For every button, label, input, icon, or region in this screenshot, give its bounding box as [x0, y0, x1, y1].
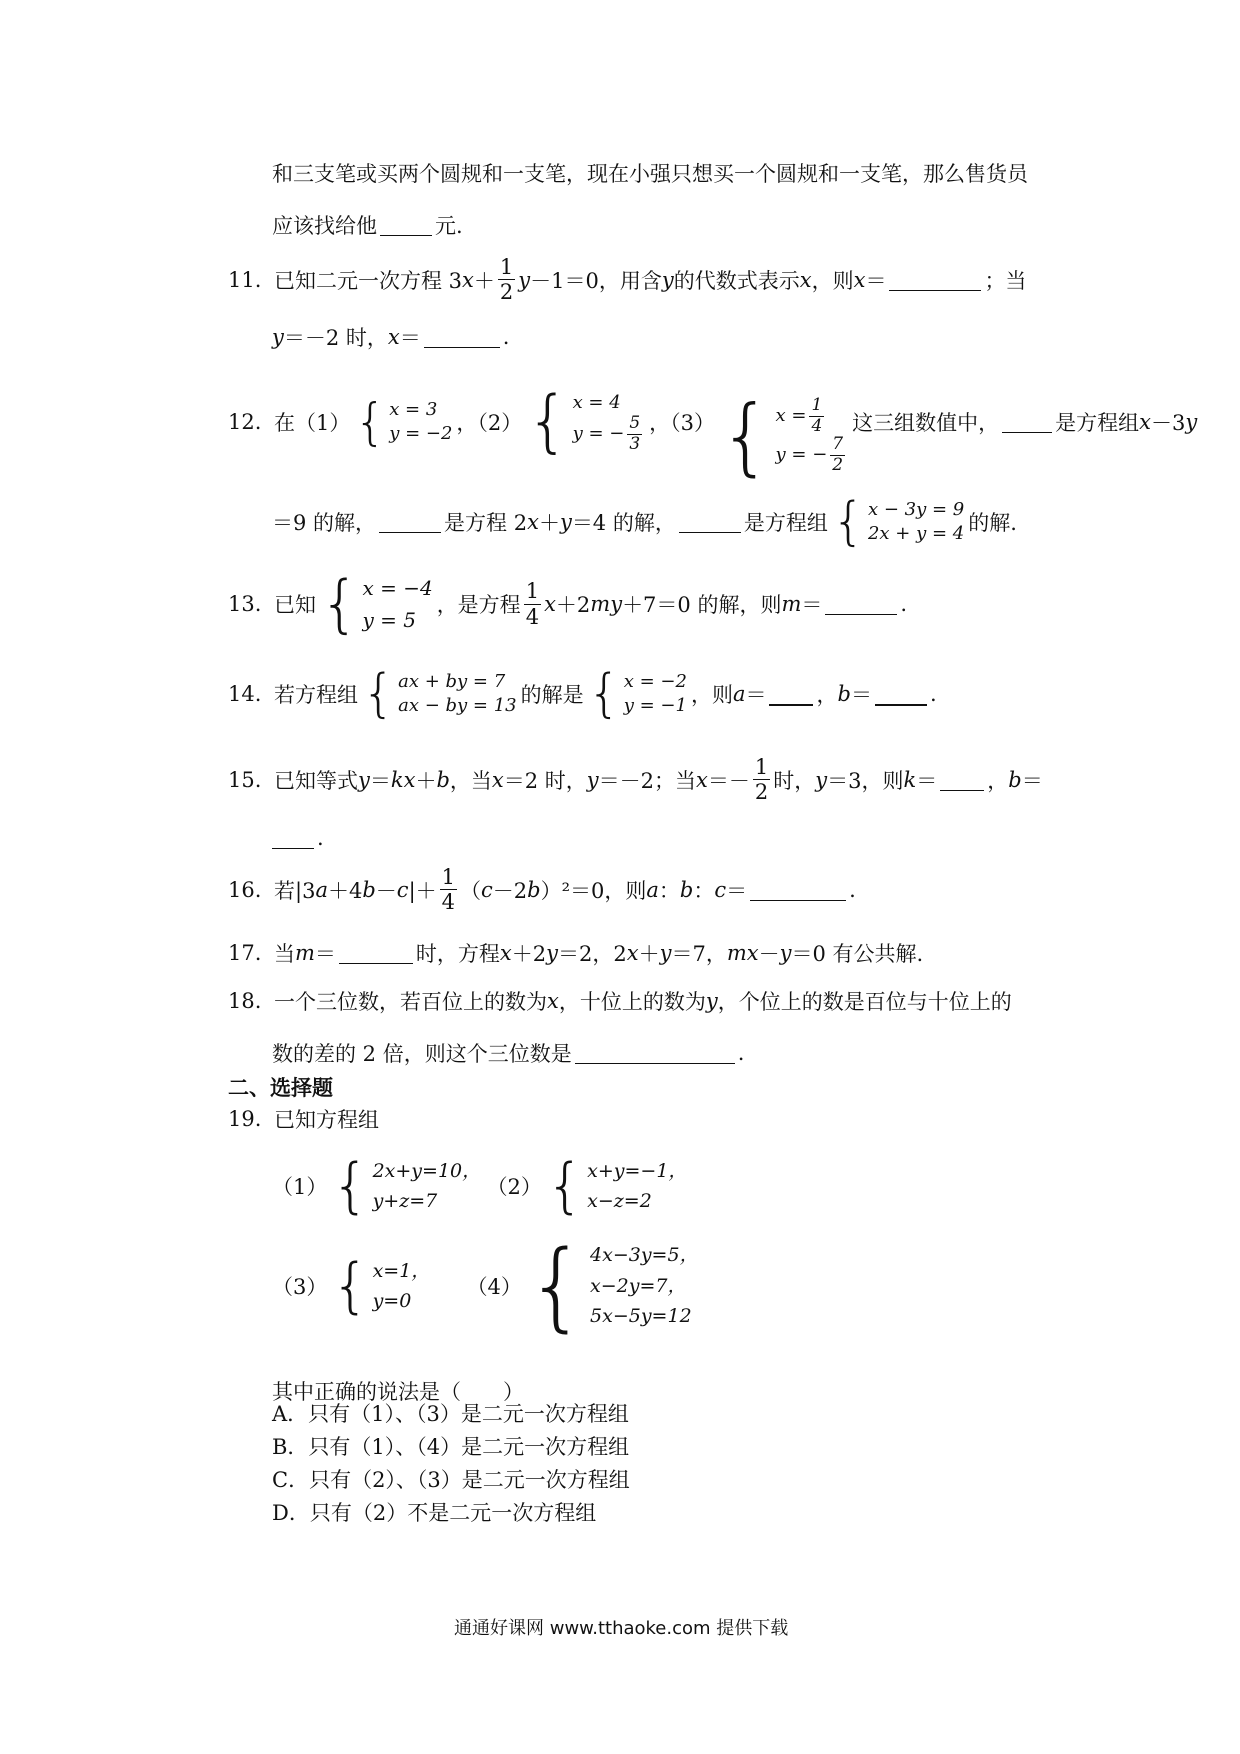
question-19: 19. 已知方程组 [228, 1107, 379, 1132]
option-b[interactable]: B．只有（1）、（4）是二元一次方程组 [272, 1435, 630, 1459]
answer-blank[interactable] [940, 789, 984, 791]
option-a[interactable]: A．只有（1）、（3）是二元一次方程组 [272, 1402, 629, 1426]
question-15: 15. 已知等式 y ＝ kx ＋ b ，当 x ＝2 时， y ＝－2；当 x ＝－ $\frac{1}{2}$ 时， y ＝3，则 k ＝ ， b ＝ [228, 755, 1043, 805]
answer-blank[interactable] [424, 346, 500, 348]
option-c[interactable]: C．只有（2）、（3）是二元一次方程组 [272, 1468, 630, 1492]
left-brace-icon: { [320, 567, 360, 640]
question-12: 12. 在（1） { x = 3 y = −2 ，（2） { x = 4 y = − $\frac{5}{3}$ ，（3） { x = $\frac{1}{4}$ y = − $\frac{7}{2}$ 这三组数值中， 是方程组 x －3 y [228, 382, 1198, 485]
answer-blank[interactable] [1002, 431, 1052, 433]
answer-blank[interactable] [272, 847, 314, 849]
equation-system: { x = 4 y = − $\frac{5}{3}$ [526, 382, 641, 461]
equation-system: { x = −4 y = 5 [320, 567, 433, 640]
question-11-line2: y ＝－2 时， x ＝ . [272, 325, 510, 350]
equation-system: { x − 3y = 9 2x + y = 4 [831, 492, 965, 552]
equation-system: { 2x+y=10， y+z=7 [331, 1151, 482, 1222]
question-18-line2: 数的差的 2 倍，则这个三位数是 . [272, 1041, 745, 1066]
section-heading: 二、选择题 [228, 1075, 333, 1100]
answer-blank[interactable] [339, 962, 413, 964]
equation-system: { 4x−3y=5， x−2y=7， 5x−5y=12 [525, 1230, 699, 1342]
answer-blank[interactable] [575, 1062, 735, 1064]
question-17: 17. 当 m ＝ 时，方程 x ＋2 y ＝2，2 x ＋ y ＝7， mx － y ＝0 有公共解. [228, 941, 924, 966]
question-15-line2: . [272, 826, 324, 850]
answer-blank[interactable] [889, 289, 981, 291]
fraction: $\frac{1}{4}$ [441, 865, 456, 915]
system-3-and-4: （3） { x=1， y=0 （4） { 4x−3y=5， x−2y=7， 5x−5y=12 [272, 1230, 699, 1342]
fraction: $\frac{1}{4}$ [525, 579, 540, 629]
question-12-line2: ＝9 的解， 是方程 2 x ＋ y ＝4 的解， 是方程组 { x − 3y = 9 2x + y = 4 的解. [272, 492, 1017, 552]
q10-line1: 和三支笔或买两个圆规和一支笔，现在小强只想买一个圆规和一支笔，那么售货员 [272, 162, 1028, 186]
left-brace-icon: { [525, 1230, 588, 1342]
left-brace-icon: { [545, 1151, 585, 1222]
question-14: 14. 若方程组 { ax + by = 7 ax − by = 13 的解是 { x = −2 y = −1 ，则 a ＝ ， b ＝ . [228, 664, 937, 724]
answer-blank[interactable] [825, 613, 897, 615]
equation-system: { x = $\frac{1}{4}$ y = − $\frac{7}{2}$ [719, 387, 844, 485]
left-brace-icon: { [354, 393, 387, 451]
answer-blank[interactable] [379, 531, 441, 533]
left-brace-icon: { [362, 664, 396, 724]
left-brace-icon: { [526, 382, 570, 461]
left-brace-icon: { [331, 1251, 370, 1321]
left-brace-icon: { [331, 1151, 370, 1222]
equation-system: { x = −2 y = −1 [587, 664, 687, 724]
equation-system: { x+y=−1， x−z=2 [545, 1151, 688, 1222]
question-18: 18. 一个三位数，若百位上的数为 x ，十位上的数为 y ，个位上的数是百位与十位上的 [228, 989, 1012, 1014]
answer-blank[interactable] [750, 899, 846, 901]
option-d[interactable]: D．只有（2）不是二元一次方程组 [272, 1501, 597, 1525]
answer-blank[interactable] [679, 531, 741, 533]
question-13: 13. 已知 { x = −4 y = 5 ，是方程 $\frac{1}{4}$ x ＋2 my ＋7＝0 的解，则 m ＝ . [228, 567, 908, 640]
question-prompt: 其中正确的说法是（ ） [272, 1380, 524, 1404]
left-brace-icon: { [719, 387, 773, 485]
left-brace-icon: { [831, 492, 865, 552]
answer-blank[interactable] [380, 234, 432, 236]
page-footer: 通通好课网 www.tthaoke.com 提供下载 [454, 1618, 789, 1639]
question-16: 16. 若|3 a ＋4 b － c |＋ $\frac{1}{4}$ （ c －2 b ）²＝0，则 a ： b ： c ＝ . [228, 865, 856, 915]
fraction: $\frac{1}{2}$ [499, 255, 514, 305]
answer-blank[interactable] [875, 703, 927, 706]
equation-system: { x = 3 y = −2 [354, 393, 453, 451]
system-1-and-2: （1） { 2x+y=10， y+z=7 （2） { x+y=−1， x−z=2 [272, 1151, 688, 1222]
equation-system: { x=1， y=0 [331, 1251, 431, 1321]
question-11: 11. 已知二元一次方程 3 x ＋ $\frac{1}{2}$ y －1＝0，用含 y 的代数式表示 x ，则 x ＝ ；当 [228, 255, 1027, 305]
fraction: $\frac{1}{2}$ [754, 755, 769, 805]
answer-blank[interactable] [769, 703, 813, 706]
equation-system: { ax + by = 7 ax − by = 13 [362, 664, 517, 724]
left-brace-icon: { [587, 664, 621, 724]
q10-line2: 应该找给他 元. [272, 214, 463, 238]
